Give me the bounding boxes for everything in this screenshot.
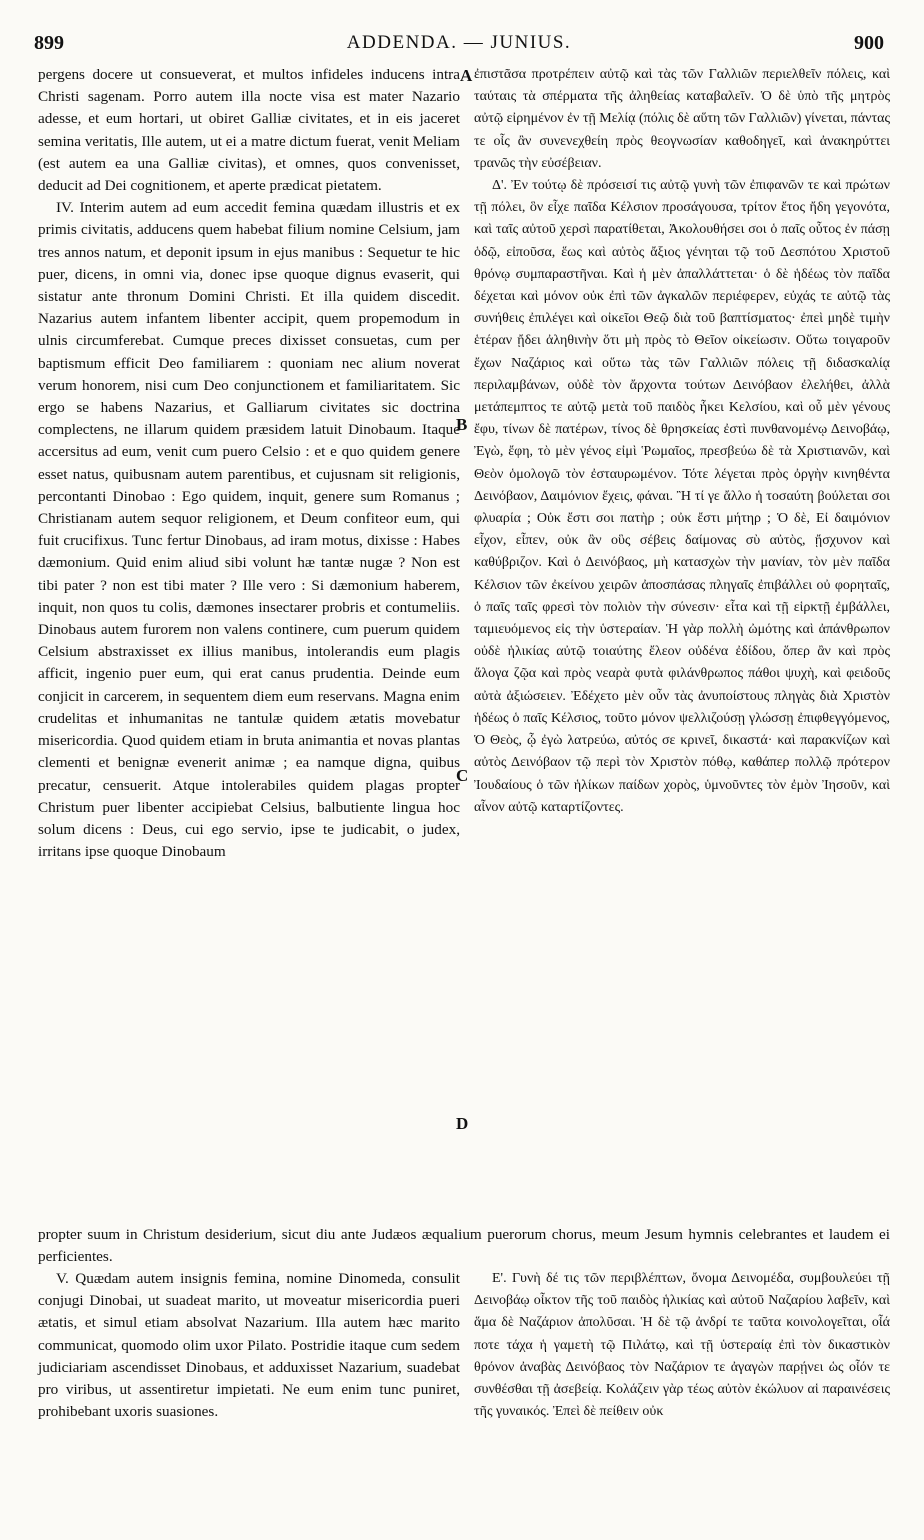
page-header <box>34 32 884 58</box>
greek-column-section-5 <box>474 1268 890 1423</box>
margin-marker-c: C <box>456 766 469 785</box>
latin-paragraph-1: pergens docere ut consueverat, et multos infideles inducens intra Christi sagenam. Porro autem illa nocte visa est mater Nazario adesse, et eum hortari, ut obiret Galliæ civitates, et in eis jaceret semina veritatis, Ille autem, ut ei a matre dictum fuerat, venit Meliam (est autem ea una Galliæ civitas), et omnes, quos convenisset, deducit ad Dei cognitionem, et aperte prædicat pietatem. <box>38 66 460 195</box>
greek-paragraph-2: Δ'. Ἐν τούτῳ δὲ πρόσεισί τις αὐτῷ γυνὴ τῶν ἐπιφανῶν τε καὶ πρώτων τῇ πόλει, ὃν εἶχε παῖδα Κέλσιον προσάγουσα, τρίτον ἔτος ἤδη γεγονότα, καὶ ταῖς αὐτοῦ χερσὶ παρατίθεται, Ἀκολουθήσει σοι ὁ παῖς οὗτος ἐν πάσῃ ὁδῷ, εἰποῦσα, ἕως καὶ αὐτὸς ἄξιος γένηται τῷ τοῦ Δεσπότου Χριστοῦ θρόνῳ συμπαραστῆναι. Καὶ ἡ μὲν ἀπαλλάττεται· ὁ δὲ ἡδέως τὸν παῖδα δέχεται καὶ μόνον οὐκ ἐπὶ τῶν ἀγκαλῶν περιέφερεν, εὐχάς τε αὐτῷ τὰς συνήθεις ἐπιλέγει καὶ οἰκεῖοι Θεῷ διὰ τοῦ βαπτίσματος· ἐπεὶ μηδὲ τιμὴν ἑτέραν ᾔδει ἀληθινὴν ὅτι μὴ πρὸς τὸ Θεῖον οἰκείωσιν. Οὕτω τοιγαροῦν ἔχων Ναζάριος καὶ οὕτω τὰς τῶν Γαλλιῶν πόλεις τῇ διδασκαλίᾳ περιλαμβάνων, οὐδὲ τὸν ἄρχοντα τούτων Δεινόβαον ἐλελήθει, ἀλλὰ μετάπεμπτος τε αὐτῷ μετὰ τοῦ παιδὸς ἧκει Κελσίου, καὶ οὗ μὲν γένους ἔφυ, τίνων δὲ πατέρων, τίνος δὲ θρησκείας ἐστὶ πυνθανομένῳ Δεινοβάῳ, Ἐγὼ, ἔφη, τὸ μὲν γένος εἰμὶ Ῥωμαῖος, πρεσβεύω δὲ τὰ Χριστιανῶν, καὶ Θεὸν ὁμολογῶ τὸν ἐσταυρωμένον. Τότε λέγεται πρὸς ὀργὴν κινηθέντα Δεινόβαον, Δαιμόνιον ἔχεις, φάναι. Ἢ τί γε ἄλλο ἡ τοσαύτη βούλεται σοι φλυαρία ; Οὐκ ἔστι σοι πατὴρ ; οὐκ ἔστι μήτηρ ; Ὁ δὲ, Εἰ δαιμόνιον εἶχον, εἶπεν, οὐκ ἂν οὓς σέβεις δαίμονας σὺ αὐτὸς, ᾔσχυνον καὶ καθύβριζον. Καὶ ὁ Δεινόβαος, μὴ κατασχὼν τὴν μανίαν, τὸν μὲν παῖδα Κέλσιον τῶν ἐκείνου χειρῶν ἀποσπάσας πληγαῖς ἐπιβάλλει οὐ φορηταῖς, ὁ παῖς ταῖς φρεσὶ τὸν πολιὸν τὴν σύνεσιν· εἶτα καὶ τῇ εἱρκτῇ ἐμβάλλει, ταμιευόμενος εἰς τὴν ὑστεραίαν. Ἡ γὰρ πολλὴ ὠμότης καὶ ἀπάνθρωπον οὐδὲ ἡλικίας αὐτῷ τοιαύτης ἔλεον οὐδένα ἐδίδου, ὅπερ ἂν καὶ πρὸς ἄλογα ζῷα καὶ πρὸς νεαρὰ φυτὰ φιλάνθρωπος πάθοι ψυχὴ, καὶ φειδοῦς αὐτὰ ἀξιώσειεν. Ἐδέχετο μὲν οὖν τὰς ἀνυποίστους πληγὰς διὰ Χριστὸν ἡδέως ὁ παῖς Κέλσιος, τοῦτο μόνον ψελλιζούσῃ γλώσσῃ ἐπιφθεγγόμενος, Ὁ Θεὸς, ᾧ ἐγὼ λατρεύω, αὐτός σε κρινεῖ, δικαστά· καὶ παρακνίζων καὶ αὐτὸς Δεινόβαον τῷ περὶ τὸν Χριστὸν πόθῳ, καθάπερ πολλῷ πρότερον Ἰουδαίους ὁ τῶν ἡλίκων παίδων χορὸς, ὑμνοῦντες τὸν ἐμὸν Ἰησοῦν, καὶ αἶνον αὐτῷ καταρτίζοντες. <box>474 178 890 815</box>
greek-paragraph-1: ἐπιστᾶσα προτρέπειν αὐτῷ καὶ τὰς τῶν Γαλλιῶν περιελθεῖν πόλεις, καὶ ταύταις τὰ σπέρματα τῆς ἀληθείας καταβαλεῖν. Ὁ δὲ ὑπὸ τῆς μητρὸς αὐτῷ εἰρημένον ἐν τῇ Μελίᾳ (πόλις δὲ αὕτη τῶν Γαλλιῶν) γίνεται, πάντας τε οἷς ἂν συνενεχθείη πρὸς θεογνωσίαν καθοδηγεῖ, καὶ ἀνακηρύττει τρανῶς τὴν εὐσέβειαν. <box>474 67 890 171</box>
latin-column-section-5 <box>38 1268 460 1423</box>
greek-paragraph-3: Ε'. Γυνὴ δέ τις τῶν περιβλέπτων, ὄνομα Δεινομέδα, συμβουλεύει τῇ Δεινοβάῳ οἶκτον τῆς τοῦ παιδὸς ἡλικίας καὶ αὐτοῦ Ναζαρίου λαβεῖν, καὶ ἅμα δὲ Ναζάριον ἀπολῦσαι. Ἡ δὲ τῷ ἀνδρί τε ταῦτα κοινολογεῖται, οἷά ποτε τάχα ἡ γαμετὴ τῷ Πιλάτῳ, καὶ τῇ ὑστεραίᾳ ἐπὶ τὸν δικαστικὸν θρόνον ἀναβὰς Δεινόβαος τὸν Ναζάριον τε ἀγαγὼν παρῄνει ὡς οἷόν τε συνθέσθαι τῇ ἀσεβείᾳ. Κολάζειν γὰρ τέως αὐτὸν ἐκώλυον αἱ παραινέσεις τῆς γυναικός. Ἐπεὶ δὲ πείθειν οὐκ <box>474 1271 890 1420</box>
margin-marker-b: B <box>456 415 468 434</box>
greek-column <box>474 64 890 819</box>
latin-paragraph-2: IV. Interim autem ad eum accedit femina quædam illustris et ex primis civitatis, adducens quem habebat filium nomine Celsium, jam tres annos natum, et deponit ipsum in ejus manibus : Sequetur te hic puer, dicens, in omni via, donec ipse quoque dignus evaserit, qui sistatur ante thronum Domini Christi. Et illa quidem discedit. Nazarius autem infantem libenter accipit, quem propemodum in ulnis circumferebat. Cumque preces dixisset consuetas, cum per baptismum efficit Deo familiarem : quoniam nec alium noverat verum honorem, nisi cum Deo conjunctionem et familiaritatem. Sic ergo se habens Nazarius, et Galliarum civitates sic doctrina complectens, ne illarum quidem præsidem latuit Dinobaum. Itaque accersitus ad eum, venit cum puero Celsio : et e quo quidem genere esset natus, quibusnam autem parentibus, et cujusnam sit religionis, percontanti Dinobao : Ego quidem, inquit, genere sum Romanus ; Christianam autem sequor religionem, et Deum confiteor eum, qui fuit crucifixus. Tunc fertur Dinobaus, ad iram motus, dixisse : Habes dæmonium. Quid enim aliud sibi volunt hæ tantæ nugæ ? Non est tibi pater ? non est tibi mater ? Ille vero : Si dæmonium haberem, inquit, non quos tu colis, dæmones insectarer probris et contumeliis. Dinobaus autem furorem non valens continere, cum puerum quidem Celsium abstraxisset ex illius manibus, intolerandis eum plagis afficit, ingenio puer eum, qui erat canus prudentia. Deinde eum conjicit in carcerem, in sequentem diem eum reservans. Magna enim crudelitas et inhumanitas ne tantulæ quidem ætatis movebatur misericordia. Quod quidem etiam in bruta animantia et novas plantas clementi et benignæ evenerit animæ ; ea namque digna, quibus precatur, censuerit. Atque intolerabiles quidem plagas propter Christum puer libenter accipiebat Celsius, balbutiente lingua hoc solum dicens : Deus, cui ego servio, ipse te judicabit, o judex, irritans ipse quoque Dinobaum <box>38 199 460 861</box>
latin-column <box>38 64 460 863</box>
page-number-right: 900 <box>854 32 884 54</box>
margin-marker-d: D <box>456 1114 469 1133</box>
page-number-left: 899 <box>34 32 64 54</box>
margin-marker-a: A <box>460 66 473 85</box>
latin-paragraph-3: V. Quædam autem insignis femina, nomine Dinomeda, consulit conjugi Dinobai, ut suadeat marito, ut moveatur misericordia pueri ætatis, et simul etiam absolvat Nazarium. Illa autem hæc marito communicat, quomodo olim uxor Pilato. Postridie itaque cum sedem judiciariam ascendisset Dinobaus, et adduxisset Nazarium, suadebat pro viribus, ut assentiretur impietati. Ne eum enim tunc puniret, prohibebant uxoris suasiones. <box>38 1270 460 1421</box>
running-title: ADDENDA. — JUNIUS. <box>346 32 572 53</box>
full-width-line: propter suum in Christum desiderium, sicut diu ante Judæos æqualium puerorum chorus, meum Jesum hymnis celebrantes et laudem ei perficientes. <box>38 1226 890 1266</box>
